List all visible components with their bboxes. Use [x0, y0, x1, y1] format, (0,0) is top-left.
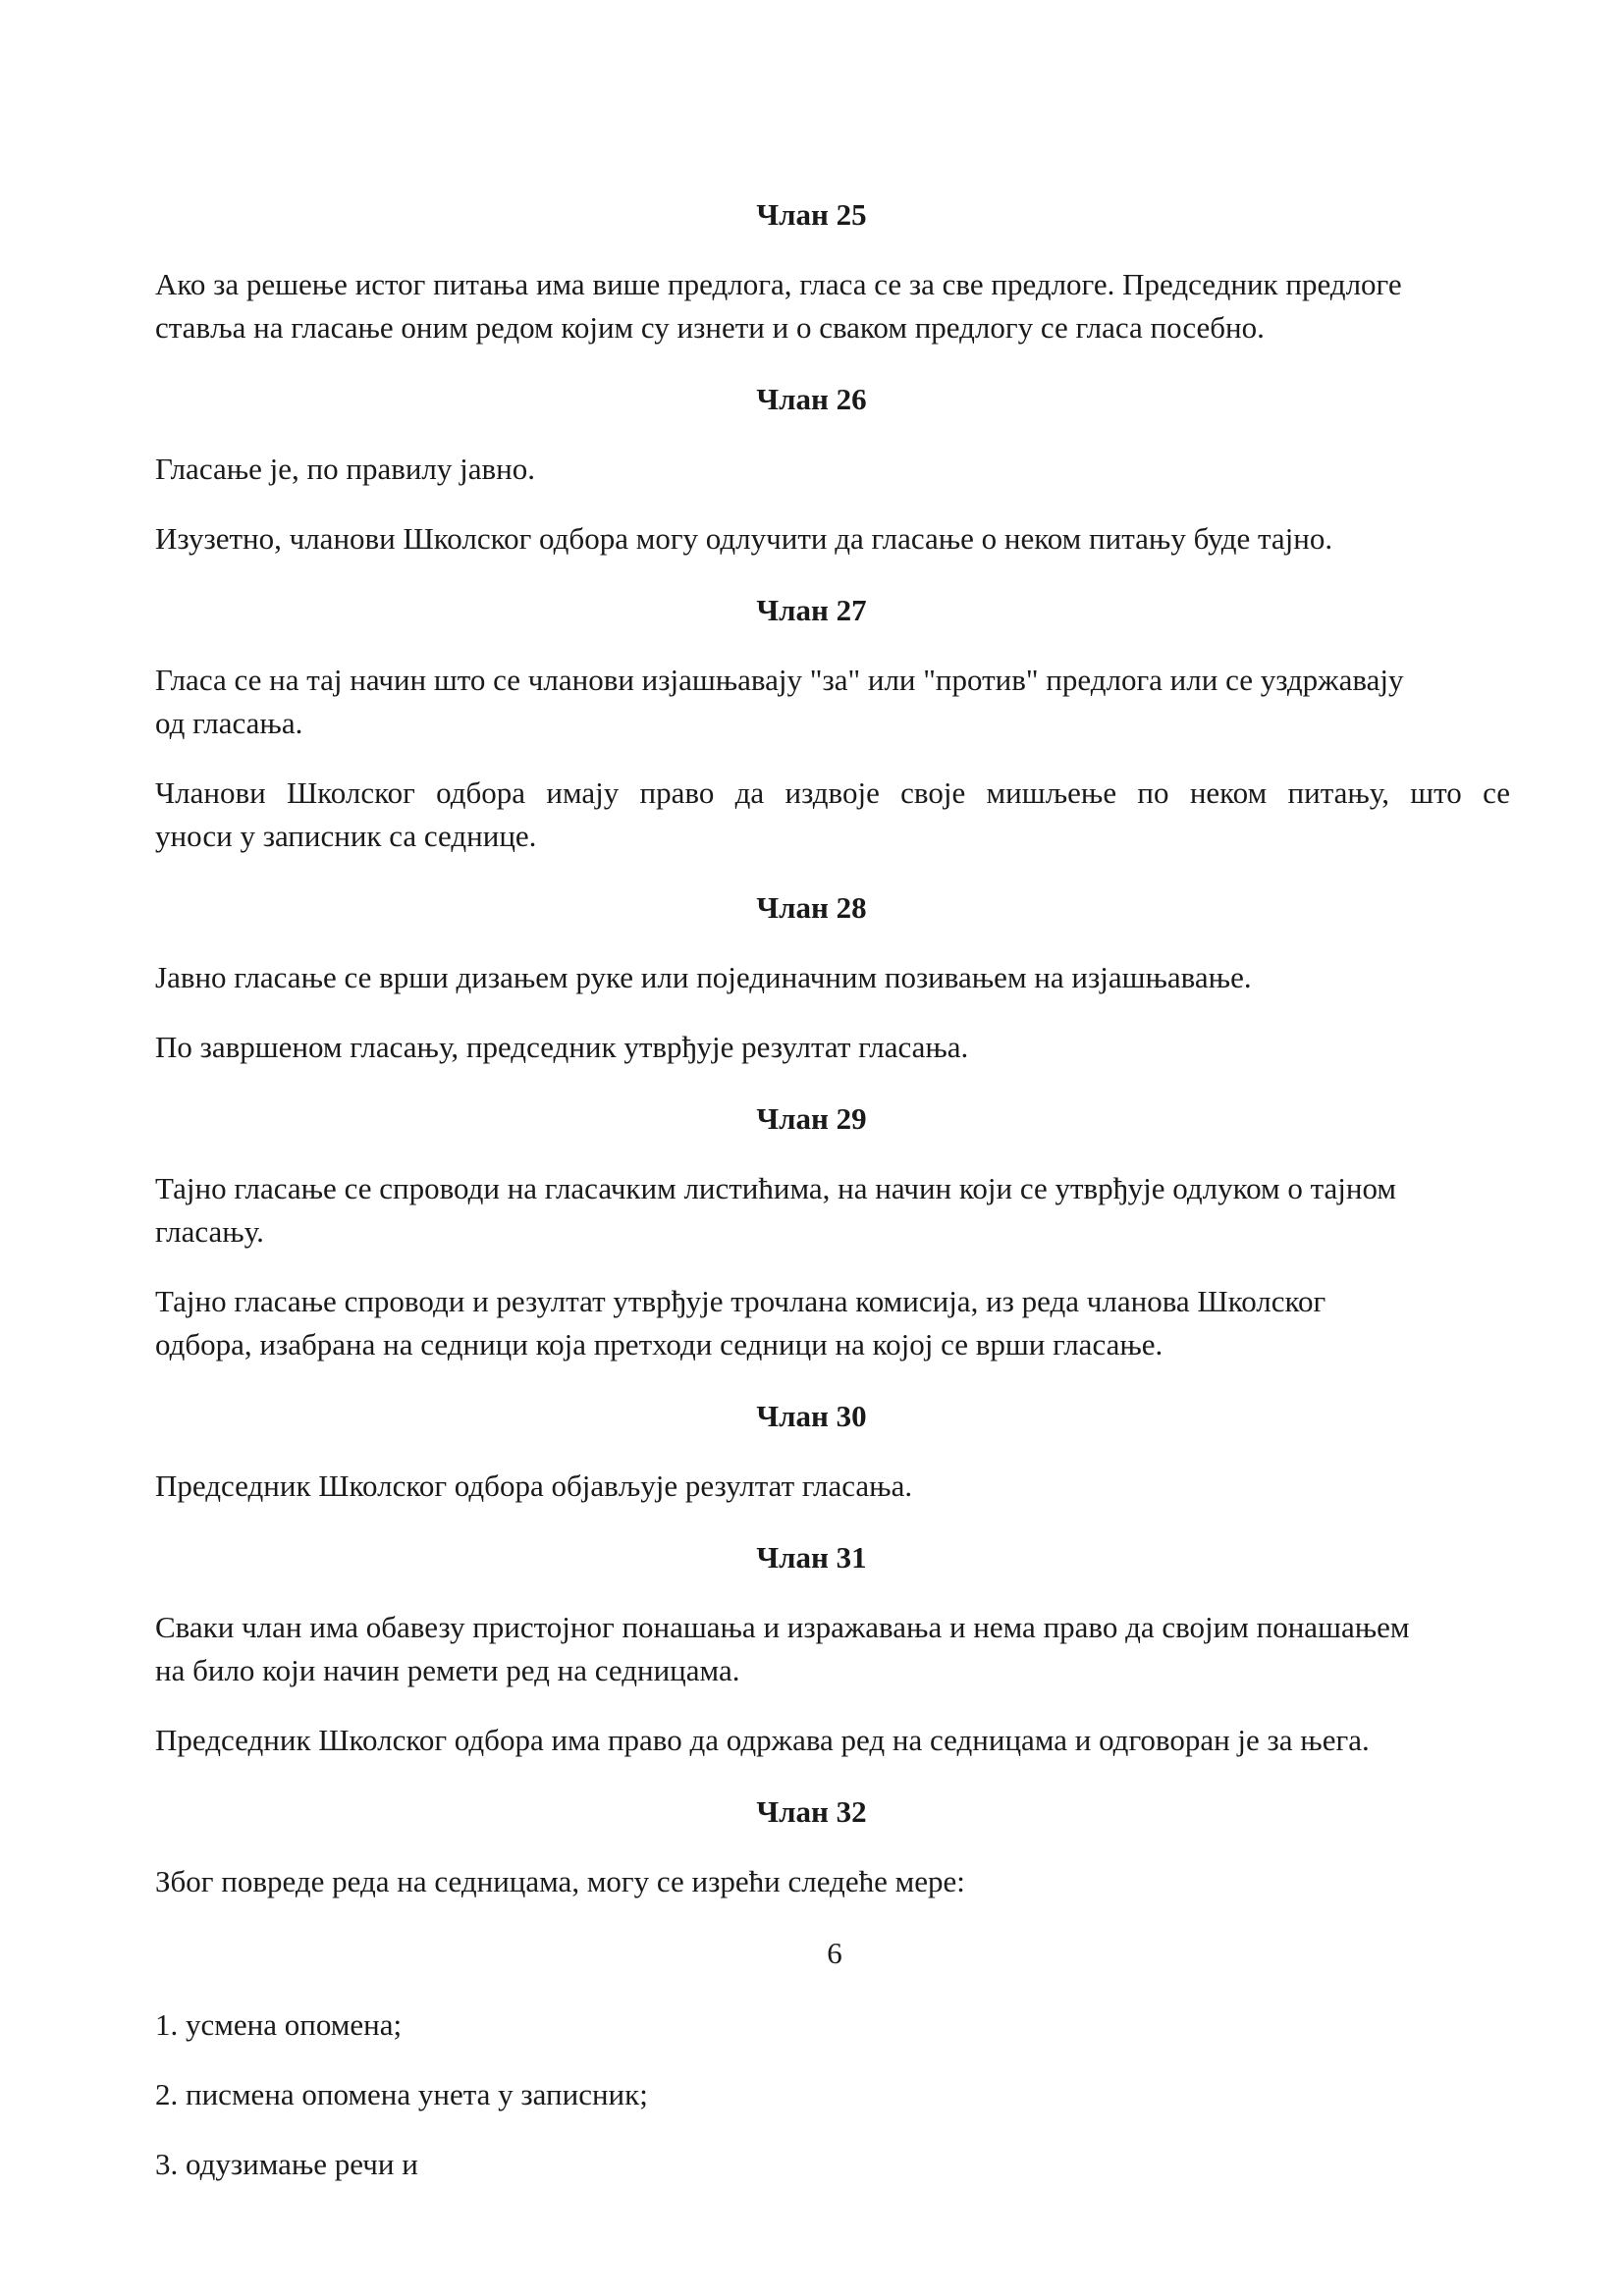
- article-heading: Члан 30: [756, 1399, 867, 1433]
- paragraph-line: гласању.: [155, 1214, 264, 1249]
- paragraph-line: Тајно гласање се спроводи на гласачким листићима, на начин који се утврђује одлуком о тајном: [155, 1171, 1397, 1205]
- article-heading: Члан 26: [756, 382, 867, 416]
- paragraph-line: Гласа се на тај начин што се чланови изјашњавају "за" или "против" предлога или се уздржавају: [155, 663, 1404, 697]
- paragraph-line: од гласања.: [155, 706, 303, 740]
- article-heading: Члан 27: [756, 593, 867, 627]
- article-heading: Члан 28: [756, 890, 867, 925]
- article-heading: Члан 25: [756, 197, 867, 232]
- page-number: 6: [827, 1936, 842, 1970]
- paragraph-line: уноси у записник са седнице.: [155, 819, 537, 853]
- paragraph-line: Сваки члан има обавезу пристојног понашања и изражавања и нема право да својим понашањем: [155, 1610, 1410, 1644]
- paragraph-line: на било који начин ремети ред на седницама.: [155, 1653, 740, 1687]
- article-heading: Члан 32: [756, 1794, 867, 1829]
- paragraph-line: Председник Школског одбора има право да одржава ред на седницама и одговоран је за њега.: [155, 1723, 1370, 1757]
- list-item: 3. одузимање речи и: [155, 2147, 418, 2181]
- paragraph-line: Изузетно, чланови Школског одбора могу одлучити да гласање о неком питању буде тајно.: [155, 521, 1333, 556]
- paragraph-line: Председник Школског одбора објављује резултат гласања.: [155, 1468, 913, 1503]
- paragraph-line: одбора, изабрана на седници која претходи седници на којој се врши гласање.: [155, 1327, 1163, 1362]
- paragraph-line: Тајно гласање спроводи и резултат утврђује трочлана комисија, из реда чланова Школског: [155, 1284, 1326, 1318]
- paragraph-line: Гласање је, по правилу јавно.: [155, 452, 536, 486]
- list-item: 2. писмена опомена унета у записник;: [155, 2077, 648, 2111]
- article-heading: Члан 29: [756, 1101, 867, 1136]
- paragraph-line: Чланови Школског одбора имају право да издвоје своје мишљење по неком питању, што се: [155, 775, 1510, 810]
- paragraph-line: По завршеном гласању, председник утврђује резултат гласања.: [155, 1030, 969, 1064]
- paragraph-line: Због повреде реда на седницама, могу се изрећи следеће мере:: [155, 1864, 965, 1898]
- paragraph-line: ставља на гласање оним редом којим су изнети и о сваком предлогу се гласа посебно.: [155, 310, 1265, 345]
- paragraph-line: Јавно гласање се врши дизањем руке или појединачним позивањем на изјашњавање.: [155, 960, 1252, 994]
- article-heading: Члан 31: [756, 1540, 867, 1575]
- list-item: 1. усмена опомена;: [155, 2007, 403, 2042]
- paragraph-line: Ако за решење истог питања има више предлога, гласа се за све предлоге. Председник предлоге: [155, 267, 1402, 301]
